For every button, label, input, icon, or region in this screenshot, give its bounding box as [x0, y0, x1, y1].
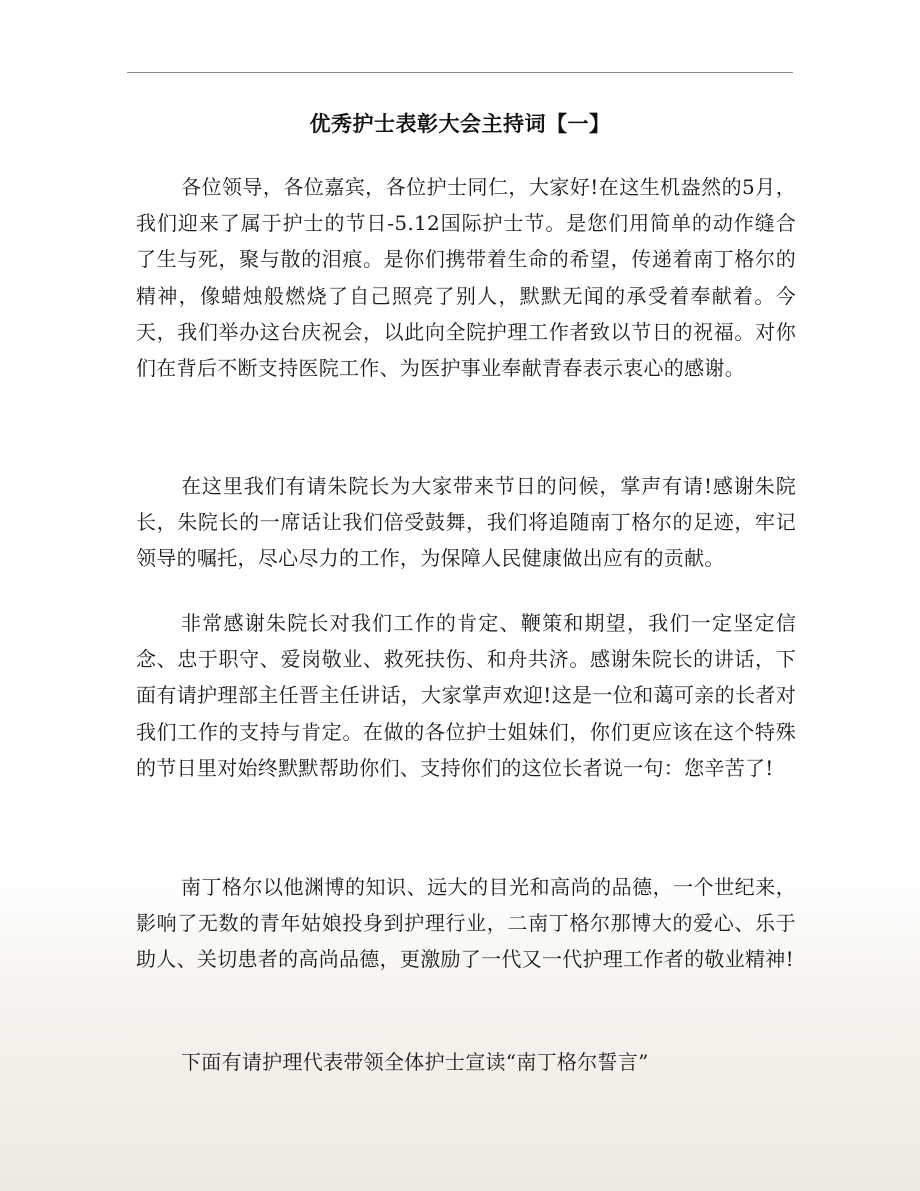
- paragraph-opening: 各位领导，各位嘉宾，各位护士同仁，大家好!在这生机盎然的5月，我们迎来了属于护士的节日-5.12国际护士节。是您们用简单的动作缝合了生与死，聚与散的泪痕。是你们携带着生命的希望，传递着南丁格尔的精神，像蜡烛般燃烧了自己照亮了别人，默默无闻的承受着奉献着。今天，我们举办这台庆祝会，以此向全院护理工作者致以节日的祝福。对你们在背后不断支持医院工作、为医护事业奉献青春表示衷心的感谢。: [136, 175, 796, 381]
- paragraph-oath: 下面有请护理代表带领全体护士宣读“南丁格尔誓言”: [181, 1050, 649, 1074]
- paragraph-invite-dean: 在这里我们有请朱院长为大家带来节日的问候，掌声有请!感谢朱院长，朱院长的一席话让我们倍受鼓舞，我们将追随南丁格尔的足迹，牢记领导的嘱托，尽心尽力的工作，为保障人民健康做出应有的贡献。: [136, 474, 796, 571]
- paragraph-nightingale: 南丁格尔以他渊博的知识、远大的目光和高尚的品德，一个世纪来，影响了无数的青年姑娘投身到护理行业，二南丁格尔那博大的爱心、乐于助人、关切患者的高尚品德，更激励了一代又一代护理工作者的敬业精神!: [136, 875, 796, 972]
- paragraph-thanks-dean: 非常感谢朱院长对我们工作的肯定、鞭策和期望，我们一定坚定信念、忠于职守、爱岗敬业、救死扶伤、和舟共济。感谢朱院长的讲话，下面有请护理部主任晋主任讲话，大家掌声欢迎!这是一位和蔼可亲的长者对我们工作的支持与肯定。在做的各位护士姐妹们，你们更应该在这个特殊的节日里对始终默默帮助你们、支持你们的这位长者说一句：您辛苦了!: [136, 611, 796, 780]
- header-rule: [127, 72, 793, 73]
- document-title: 优秀护士表彰大会主持词【一】: [309, 112, 611, 136]
